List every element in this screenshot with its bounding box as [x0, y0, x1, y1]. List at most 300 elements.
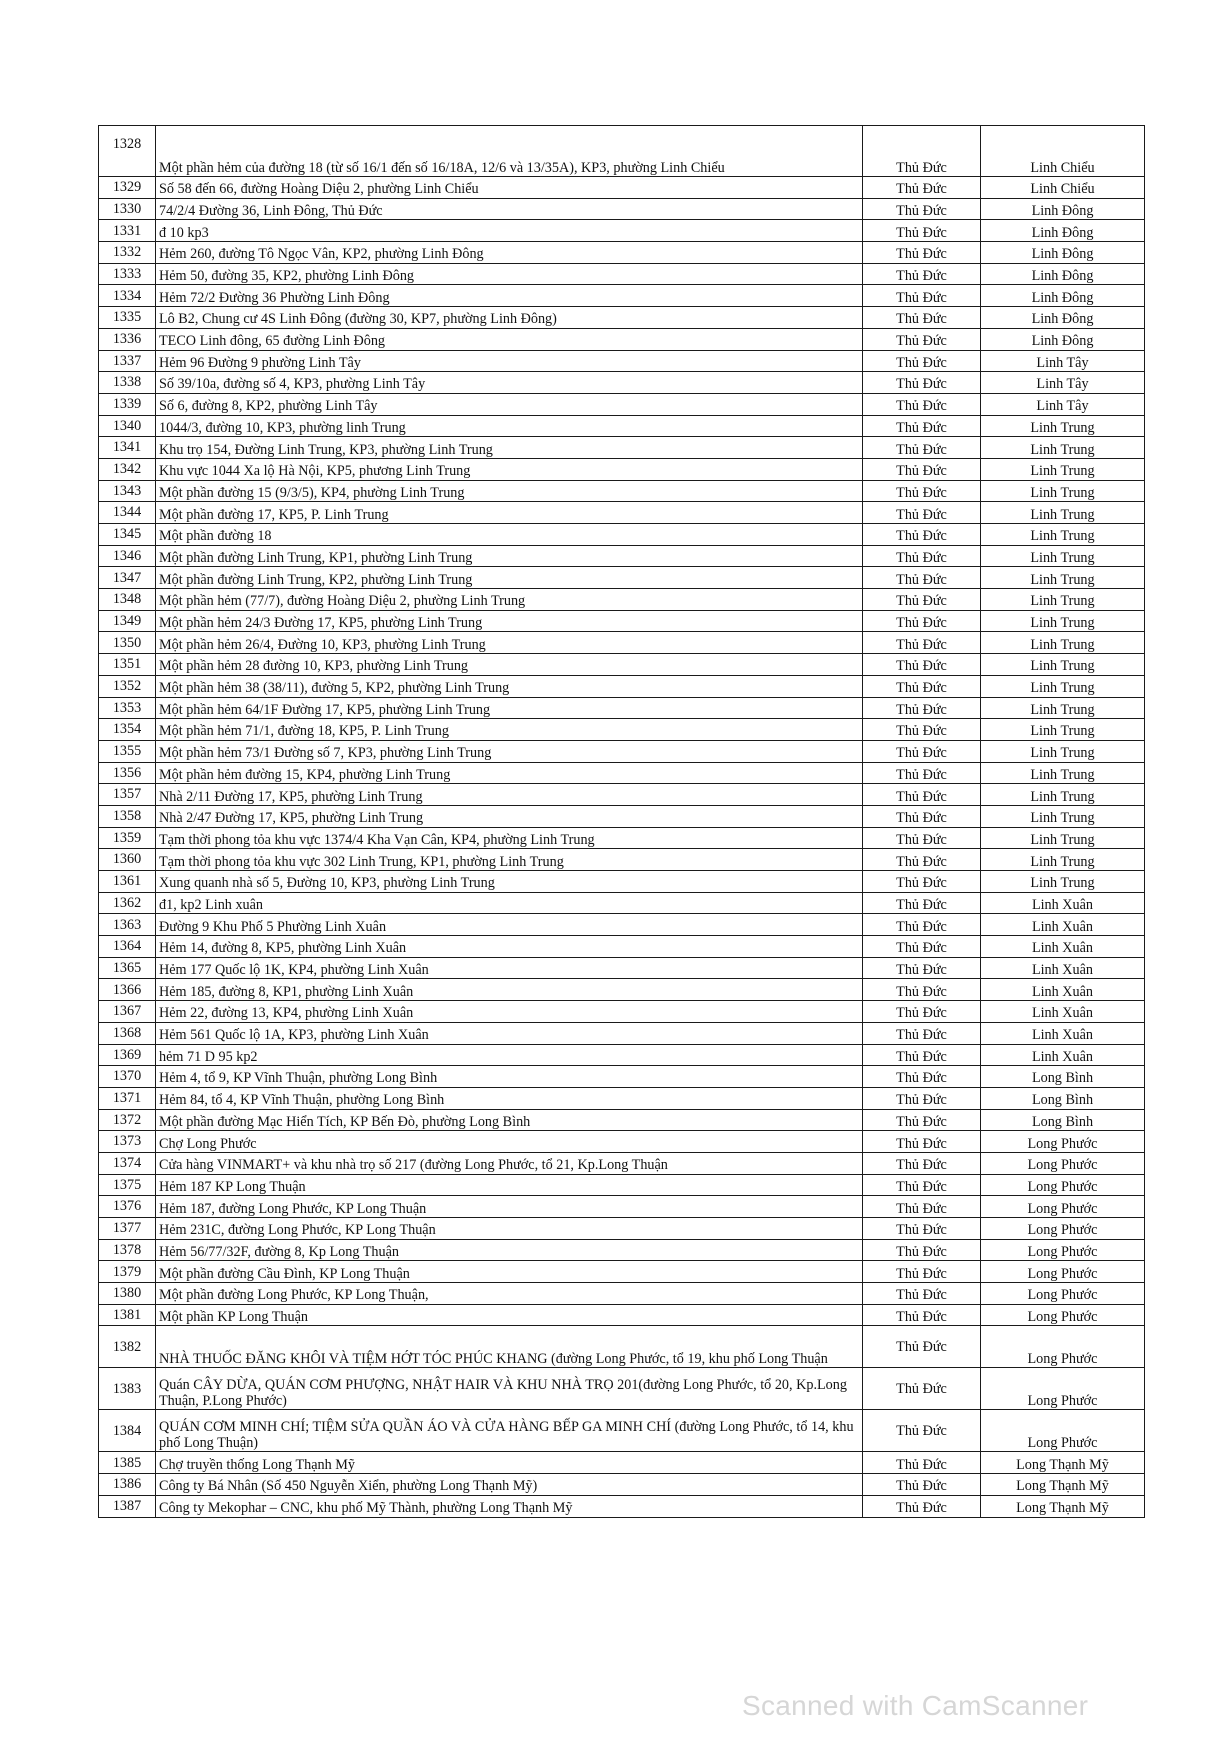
ward-cell: Long Phước: [981, 1410, 1145, 1452]
row-number-cell: 1342: [99, 458, 156, 480]
district-cell: Thủ Đức: [863, 1087, 981, 1109]
district-cell: Thủ Đức: [863, 545, 981, 567]
row-number-cell: 1385: [99, 1452, 156, 1474]
ward-cell: Linh Tây: [981, 350, 1145, 372]
address-cell: Hẻm 187, đường Long Phước, KP Long Thuận: [156, 1196, 863, 1218]
ward-cell: Linh Đông: [981, 263, 1145, 285]
ward-cell: Long Bình: [981, 1066, 1145, 1088]
table-row: [99, 697, 1145, 719]
district-cell: Thủ Đức: [863, 285, 981, 307]
ward-cell: Linh Trung: [981, 480, 1145, 502]
ward-cell: Linh Đông: [981, 307, 1145, 329]
row-number-cell: 1375: [99, 1174, 156, 1196]
address-cell: 74/2/4 Đường 36, Linh Đông, Thủ Đức: [156, 198, 863, 220]
row-number-cell: 1360: [99, 849, 156, 871]
district-cell: Thủ Đức: [863, 1196, 981, 1218]
table-row: [99, 1495, 1145, 1517]
table-row: [99, 936, 1145, 958]
table-row: [99, 415, 1145, 437]
ward-cell: Long Phước: [981, 1131, 1145, 1153]
table-row: [99, 632, 1145, 654]
address-cell: Công ty Mekophar – CNC, khu phố Mỹ Thành, phường Long Thạnh Mỹ: [156, 1495, 863, 1517]
address-cell: QUÁN CƠM MINH CHÍ; TIỆM SỬA QUẦN ÁO VÀ CỬA HÀNG BẾP GA MINH CHÍ (đường Long Phước, tổ 14, khu phố Long Thuận): [156, 1410, 863, 1452]
address-cell: Hẻm 4, tổ 9, KP Vĩnh Thuận, phường Long Bình: [156, 1066, 863, 1088]
row-number-cell: 1382: [99, 1326, 156, 1368]
row-number-cell: 1355: [99, 740, 156, 762]
district-cell: Thủ Đức: [863, 740, 981, 762]
address-cell: đ 10 kp3: [156, 220, 863, 242]
district-cell: Thủ Đức: [863, 957, 981, 979]
row-number-cell: 1329: [99, 177, 156, 199]
district-cell: Thủ Đức: [863, 524, 981, 546]
ward-cell: Linh Trung: [981, 567, 1145, 589]
address-cell: Hẻm 187 KP Long Thuận: [156, 1174, 863, 1196]
district-cell: Thủ Đức: [863, 1495, 981, 1517]
district-cell: Thủ Đức: [863, 1261, 981, 1283]
table-row: [99, 849, 1145, 871]
ward-cell: Linh Trung: [981, 654, 1145, 676]
table-row: [99, 914, 1145, 936]
district-cell: Thủ Đức: [863, 1474, 981, 1496]
district-cell: Thủ Đức: [863, 1109, 981, 1131]
table-row: [99, 1368, 1145, 1410]
address-cell: Xung quanh nhà số 5, Đường 10, KP3, phường Linh Trung: [156, 871, 863, 893]
district-cell: Thủ Đức: [863, 805, 981, 827]
address-cell: Một phần đường Linh Trung, KP2, phường Linh Trung: [156, 567, 863, 589]
row-number-cell: 1333: [99, 263, 156, 285]
address-cell: Khu vực 1044 Xa lộ Hà Nội, KP5, phương Linh Trung: [156, 458, 863, 480]
address-cell: Hẻm 56/77/32F, đường 8, Kp Long Thuận: [156, 1239, 863, 1261]
address-cell: TECO Linh đông, 65 đường Linh Đông: [156, 328, 863, 350]
address-cell: 1044/3, đường 10, KP3, phường linh Trung: [156, 415, 863, 437]
address-cell: Một phần hẻm (77/7), đường Hoàng Diệu 2, phường Linh Trung: [156, 589, 863, 611]
ward-cell: Linh Đông: [981, 220, 1145, 242]
district-cell: Thủ Đức: [863, 632, 981, 654]
row-number-cell: 1367: [99, 1001, 156, 1023]
row-number-cell: 1365: [99, 957, 156, 979]
address-cell: đ1, kp2 Linh xuân: [156, 892, 863, 914]
row-number-cell: 1380: [99, 1283, 156, 1305]
district-cell: Thủ Đức: [863, 589, 981, 611]
table-row: [99, 524, 1145, 546]
ward-cell: Linh Xuân: [981, 979, 1145, 1001]
table-row: [99, 1261, 1145, 1283]
ward-cell: Linh Trung: [981, 415, 1145, 437]
district-cell: Thủ Đức: [863, 914, 981, 936]
ward-cell: Linh Đông: [981, 328, 1145, 350]
address-cell: Một phần đường Long Phước, KP Long Thuận,: [156, 1283, 863, 1305]
address-cell: Đường 9 Khu Phố 5 Phường Linh Xuân: [156, 914, 863, 936]
row-number-cell: 1346: [99, 545, 156, 567]
row-number-cell: 1352: [99, 675, 156, 697]
address-cell: Một phần hẻm 28 đường 10, KP3, phường Linh Trung: [156, 654, 863, 676]
row-number-cell: 1356: [99, 762, 156, 784]
table-row: [99, 1474, 1145, 1496]
table-row: [99, 1174, 1145, 1196]
address-cell: Một phần hẻm 24/3 Đường 17, KP5, phường Linh Trung: [156, 610, 863, 632]
address-cell: Công ty Bá Nhân (Số 450 Nguyễn Xiển, phường Long Thạnh Mỹ): [156, 1474, 863, 1496]
table-row: [99, 719, 1145, 741]
ward-cell: Long Thạnh Mỹ: [981, 1474, 1145, 1496]
table-row: [99, 610, 1145, 632]
district-cell: Thủ Đức: [863, 1410, 981, 1452]
address-cell: Một phần đường Mạc Hiển Tích, KP Bến Đò, phường Long Bình: [156, 1109, 863, 1131]
ward-cell: Linh Trung: [981, 545, 1145, 567]
table-row: [99, 458, 1145, 480]
row-number-cell: 1338: [99, 372, 156, 394]
table-row: [99, 126, 1145, 177]
ward-cell: Linh Đông: [981, 242, 1145, 264]
district-cell: Thủ Đức: [863, 762, 981, 784]
ward-cell: Linh Xuân: [981, 1022, 1145, 1044]
table-row: [99, 1001, 1145, 1023]
row-number-cell: 1335: [99, 307, 156, 329]
ward-cell: Long Phước: [981, 1368, 1145, 1410]
ward-cell: Linh Chiểu: [981, 126, 1145, 177]
address-cell: Một phần hẻm 71/1, đường 18, KP5, P. Linh Trung: [156, 719, 863, 741]
address-cell: Số 39/10a, đường số 4, KP3, phường Linh Tây: [156, 372, 863, 394]
row-number-cell: 1378: [99, 1239, 156, 1261]
district-cell: Thủ Đức: [863, 719, 981, 741]
table-row: [99, 1022, 1145, 1044]
ward-cell: Long Phước: [981, 1283, 1145, 1305]
ward-cell: Linh Tây: [981, 372, 1145, 394]
row-number-cell: 1377: [99, 1218, 156, 1240]
address-cell: Một phần hẻm đường 15, KP4, phường Linh Trung: [156, 762, 863, 784]
table-row: [99, 957, 1145, 979]
address-cell: Một phần đường Linh Trung, KP1, phường Linh Trung: [156, 545, 863, 567]
ward-cell: Linh Trung: [981, 762, 1145, 784]
ward-cell: Linh Trung: [981, 740, 1145, 762]
district-cell: Thủ Đức: [863, 480, 981, 502]
row-number-cell: 1351: [99, 654, 156, 676]
ward-cell: Linh Đông: [981, 198, 1145, 220]
address-cell: Cửa hàng VINMART+ và khu nhà trọ số 217 (đường Long Phước, tổ 21, Kp.Long Thuận: [156, 1152, 863, 1174]
district-cell: Thủ Đức: [863, 126, 981, 177]
row-number-cell: 1328: [99, 126, 156, 177]
ward-cell: Linh Trung: [981, 458, 1145, 480]
ward-cell: Linh Xuân: [981, 936, 1145, 958]
ward-cell: Long Phước: [981, 1218, 1145, 1240]
ward-cell: Linh Chiểu: [981, 177, 1145, 199]
district-cell: Thủ Đức: [863, 567, 981, 589]
table-row: [99, 1131, 1145, 1153]
ward-cell: Linh Trung: [981, 675, 1145, 697]
table-row: [99, 675, 1145, 697]
table-row: [99, 1044, 1145, 1066]
row-number-cell: 1332: [99, 242, 156, 264]
table-row: [99, 979, 1145, 1001]
district-cell: Thủ Đức: [863, 1283, 981, 1305]
address-cell: Một phần hẻm 73/1 Đường số 7, KP3, phường Linh Trung: [156, 740, 863, 762]
row-number-cell: 1381: [99, 1304, 156, 1326]
row-number-cell: 1345: [99, 524, 156, 546]
table-row: [99, 892, 1145, 914]
row-number-cell: 1364: [99, 936, 156, 958]
table-row: [99, 654, 1145, 676]
row-number-cell: 1363: [99, 914, 156, 936]
ward-cell: Linh Trung: [981, 871, 1145, 893]
table-row: [99, 1196, 1145, 1218]
row-number-cell: 1343: [99, 480, 156, 502]
address-cell: Nhà 2/11 Đường 17, KP5, phường Linh Trung: [156, 784, 863, 806]
address-cell: hẻm 71 D 95 kp2: [156, 1044, 863, 1066]
district-cell: Thủ Đức: [863, 393, 981, 415]
ward-cell: Linh Xuân: [981, 1044, 1145, 1066]
row-number-cell: 1353: [99, 697, 156, 719]
district-cell: Thủ Đức: [863, 263, 981, 285]
ward-cell: Long Phước: [981, 1152, 1145, 1174]
table-row: [99, 827, 1145, 849]
ward-cell: Linh Trung: [981, 589, 1145, 611]
row-number-cell: 1369: [99, 1044, 156, 1066]
address-cell: Chợ truyền thống Long Thạnh Mỹ: [156, 1452, 863, 1474]
district-cell: Thủ Đức: [863, 1239, 981, 1261]
address-table-body: [99, 126, 1145, 1518]
district-cell: Thủ Đức: [863, 415, 981, 437]
row-number-cell: 1330: [99, 198, 156, 220]
table-row: [99, 1066, 1145, 1088]
table-row: [99, 220, 1145, 242]
table-row: [99, 372, 1145, 394]
table-row: [99, 328, 1145, 350]
row-number-cell: 1341: [99, 437, 156, 459]
address-cell: Số 6, đường 8, KP2, phường Linh Tây: [156, 393, 863, 415]
ward-cell: Linh Trung: [981, 610, 1145, 632]
row-number-cell: 1340: [99, 415, 156, 437]
address-cell: Hẻm 72/2 Đường 36 Phường Linh Đông: [156, 285, 863, 307]
ward-cell: Linh Xuân: [981, 892, 1145, 914]
address-cell: Một phần đường 18: [156, 524, 863, 546]
address-cell: Quán CÂY DỪA, QUÁN CƠM PHƯỢNG, NHẬT HAIR VÀ KHU NHÀ TRỌ 201(đường Long Phước, tổ 20, Kp.Long Thuận, P.Long Phước): [156, 1368, 863, 1410]
address-cell: Nhà 2/47 Đường 17, KP5, phường Linh Trung: [156, 805, 863, 827]
district-cell: Thủ Đức: [863, 242, 981, 264]
district-cell: Thủ Đức: [863, 502, 981, 524]
address-cell: Một phần hẻm 38 (38/11), đường 5, KP2, phường Linh Trung: [156, 675, 863, 697]
district-cell: Thủ Đức: [863, 871, 981, 893]
ward-cell: Linh Trung: [981, 719, 1145, 741]
row-number-cell: 1337: [99, 350, 156, 372]
table-row: [99, 393, 1145, 415]
district-cell: Thủ Đức: [863, 372, 981, 394]
table-row: [99, 1239, 1145, 1261]
district-cell: Thủ Đức: [863, 437, 981, 459]
address-cell: Tạm thời phong tỏa khu vực 1374/4 Kha Vạn Cân, KP4, phường Linh Trung: [156, 827, 863, 849]
ward-cell: Linh Trung: [981, 697, 1145, 719]
row-number-cell: 1331: [99, 220, 156, 242]
ward-cell: Long Phước: [981, 1326, 1145, 1368]
address-cell: Một phần đường Cầu Đình, KP Long Thuận: [156, 1261, 863, 1283]
district-cell: Thủ Đức: [863, 458, 981, 480]
row-number-cell: 1361: [99, 871, 156, 893]
table-row: [99, 198, 1145, 220]
row-number-cell: 1349: [99, 610, 156, 632]
ward-cell: Linh Trung: [981, 805, 1145, 827]
district-cell: Thủ Đức: [863, 1001, 981, 1023]
row-number-cell: 1384: [99, 1410, 156, 1452]
row-number-cell: 1334: [99, 285, 156, 307]
address-cell: Một phần hẻm 26/4, Đường 10, KP3, phường Linh Trung: [156, 632, 863, 654]
district-cell: Thủ Đức: [863, 827, 981, 849]
ward-cell: Linh Trung: [981, 524, 1145, 546]
row-number-cell: 1368: [99, 1022, 156, 1044]
row-number-cell: 1370: [99, 1066, 156, 1088]
row-number-cell: 1350: [99, 632, 156, 654]
row-number-cell: 1376: [99, 1196, 156, 1218]
table-row: [99, 307, 1145, 329]
ward-cell: Linh Xuân: [981, 1001, 1145, 1023]
district-cell: Thủ Đức: [863, 697, 981, 719]
address-cell: Hẻm 561 Quốc lộ 1A, KP3, phường Linh Xuân: [156, 1022, 863, 1044]
row-number-cell: 1357: [99, 784, 156, 806]
ward-cell: Long Thạnh Mỹ: [981, 1495, 1145, 1517]
table-row: [99, 1087, 1145, 1109]
table-row: [99, 545, 1145, 567]
ward-cell: Linh Xuân: [981, 957, 1145, 979]
table-row: [99, 480, 1145, 502]
ward-cell: Linh Trung: [981, 849, 1145, 871]
district-cell: Thủ Đức: [863, 307, 981, 329]
row-number-cell: 1359: [99, 827, 156, 849]
ward-cell: Long Phước: [981, 1304, 1145, 1326]
row-number-cell: 1347: [99, 567, 156, 589]
row-number-cell: 1362: [99, 892, 156, 914]
district-cell: Thủ Đức: [863, 979, 981, 1001]
address-table: [98, 125, 1145, 1518]
table-row: [99, 762, 1145, 784]
row-number-cell: 1374: [99, 1152, 156, 1174]
district-cell: Thủ Đức: [863, 1304, 981, 1326]
row-number-cell: 1371: [99, 1087, 156, 1109]
district-cell: Thủ Đức: [863, 784, 981, 806]
row-number-cell: 1336: [99, 328, 156, 350]
address-cell: Hẻm 177 Quốc lộ 1K, KP4, phường Linh Xuân: [156, 957, 863, 979]
address-cell: Hẻm 50, đường 35, KP2, phường Linh Đông: [156, 263, 863, 285]
district-cell: Thủ Đức: [863, 1022, 981, 1044]
table-row: [99, 350, 1145, 372]
ward-cell: Long Thạnh Mỹ: [981, 1452, 1145, 1474]
district-cell: Thủ Đức: [863, 892, 981, 914]
address-cell: Tạm thời phong tỏa khu vực 302 Linh Trung, KP1, phường Linh Trung: [156, 849, 863, 871]
ward-cell: Long Bình: [981, 1087, 1145, 1109]
table-row: [99, 1283, 1145, 1305]
table-row: [99, 1109, 1145, 1131]
district-cell: Thủ Đức: [863, 350, 981, 372]
ward-cell: Linh Trung: [981, 827, 1145, 849]
district-cell: Thủ Đức: [863, 1368, 981, 1410]
row-number-cell: 1379: [99, 1261, 156, 1283]
district-cell: Thủ Đức: [863, 1218, 981, 1240]
ward-cell: Linh Trung: [981, 784, 1145, 806]
district-cell: Thủ Đức: [863, 1131, 981, 1153]
table-row: [99, 1452, 1145, 1474]
ward-cell: Linh Tây: [981, 393, 1145, 415]
address-cell: Hẻm 14, đường 8, KP5, phường Linh Xuân: [156, 936, 863, 958]
district-cell: Thủ Đức: [863, 1152, 981, 1174]
district-cell: Thủ Đức: [863, 1066, 981, 1088]
district-cell: Thủ Đức: [863, 936, 981, 958]
table-row: [99, 805, 1145, 827]
table-row: [99, 589, 1145, 611]
address-cell: Một phần đường 17, KP5, P. Linh Trung: [156, 502, 863, 524]
address-cell: Lô B2, Chung cư 4S Linh Đông (đường 30, KP7, phường Linh Đông): [156, 307, 863, 329]
row-number-cell: 1373: [99, 1131, 156, 1153]
table-row: [99, 1152, 1145, 1174]
district-cell: Thủ Đức: [863, 675, 981, 697]
district-cell: Thủ Đức: [863, 1326, 981, 1368]
address-cell: Một phần hẻm 64/1F Đường 17, KP5, phường Linh Trung: [156, 697, 863, 719]
address-cell: NHÀ THUỐC ĐĂNG KHÔI VÀ TIỆM HỚT TÓC PHÚC KHANG (đường Long Phước, tổ 19, khu phố Long Thuận: [156, 1326, 863, 1368]
row-number-cell: 1366: [99, 979, 156, 1001]
district-cell: Thủ Đức: [863, 1174, 981, 1196]
ward-cell: Long Phước: [981, 1174, 1145, 1196]
address-cell: Một phần hẻm của đường 18 (từ số 16/1 đến số 16/18A, 12/6 và 13/35A), KP3, phường Linh Chiểu: [156, 126, 863, 177]
row-number-cell: 1339: [99, 393, 156, 415]
address-cell: Khu trọ 154, Đường Linh Trung, KP3, phường Linh Trung: [156, 437, 863, 459]
address-cell: Một phần KP Long Thuận: [156, 1304, 863, 1326]
table-row: [99, 1410, 1145, 1452]
address-cell: Một phần đường 15 (9/3/5), KP4, phường Linh Trung: [156, 480, 863, 502]
address-cell: Hẻm 260, đường Tô Ngọc Vân, KP2, phường Linh Đông: [156, 242, 863, 264]
ward-cell: Linh Đông: [981, 285, 1145, 307]
table-row: [99, 567, 1145, 589]
row-number-cell: 1354: [99, 719, 156, 741]
address-cell: Hẻm 185, đường 8, KP1, phường Linh Xuân: [156, 979, 863, 1001]
row-number-cell: 1387: [99, 1495, 156, 1517]
district-cell: Thủ Đức: [863, 610, 981, 632]
district-cell: Thủ Đức: [863, 849, 981, 871]
ward-cell: Linh Trung: [981, 632, 1145, 654]
row-number-cell: 1348: [99, 589, 156, 611]
table-row: [99, 263, 1145, 285]
row-number-cell: 1344: [99, 502, 156, 524]
row-number-cell: 1372: [99, 1109, 156, 1131]
table-row: [99, 740, 1145, 762]
address-cell: Hẻm 96 Đường 9 phường Linh Tây: [156, 350, 863, 372]
table-row: [99, 1326, 1145, 1368]
table-row: [99, 177, 1145, 199]
ward-cell: Long Phước: [981, 1196, 1145, 1218]
district-cell: Thủ Đức: [863, 220, 981, 242]
table-row: [99, 1218, 1145, 1240]
address-table-container: [98, 125, 1144, 1518]
row-number-cell: 1383: [99, 1368, 156, 1410]
row-number-cell: 1386: [99, 1474, 156, 1496]
district-cell: Thủ Đức: [863, 654, 981, 676]
ward-cell: Long Phước: [981, 1261, 1145, 1283]
address-cell: Hẻm 231C, đường Long Phước, KP Long Thuận: [156, 1218, 863, 1240]
ward-cell: Linh Trung: [981, 437, 1145, 459]
district-cell: Thủ Đức: [863, 177, 981, 199]
address-cell: Hẻm 22, đường 13, KP4, phường Linh Xuân: [156, 1001, 863, 1023]
district-cell: Thủ Đức: [863, 1452, 981, 1474]
district-cell: Thủ Đức: [863, 198, 981, 220]
table-row: [99, 242, 1145, 264]
row-number-cell: 1358: [99, 805, 156, 827]
ward-cell: Linh Trung: [981, 502, 1145, 524]
address-cell: Hẻm 84, tổ 4, KP Vĩnh Thuận, phường Long Bình: [156, 1087, 863, 1109]
ward-cell: Linh Xuân: [981, 914, 1145, 936]
district-cell: Thủ Đức: [863, 328, 981, 350]
table-row: [99, 437, 1145, 459]
district-cell: Thủ Đức: [863, 1044, 981, 1066]
address-cell: Số 58 đến 66, đường Hoàng Diệu 2, phường Linh Chiểu: [156, 177, 863, 199]
table-row: [99, 784, 1145, 806]
table-row: [99, 502, 1145, 524]
ward-cell: Long Bình: [981, 1109, 1145, 1131]
address-cell: Chợ Long Phước: [156, 1131, 863, 1153]
scanner-watermark: Scanned with CamScanner: [742, 1690, 1089, 1721]
